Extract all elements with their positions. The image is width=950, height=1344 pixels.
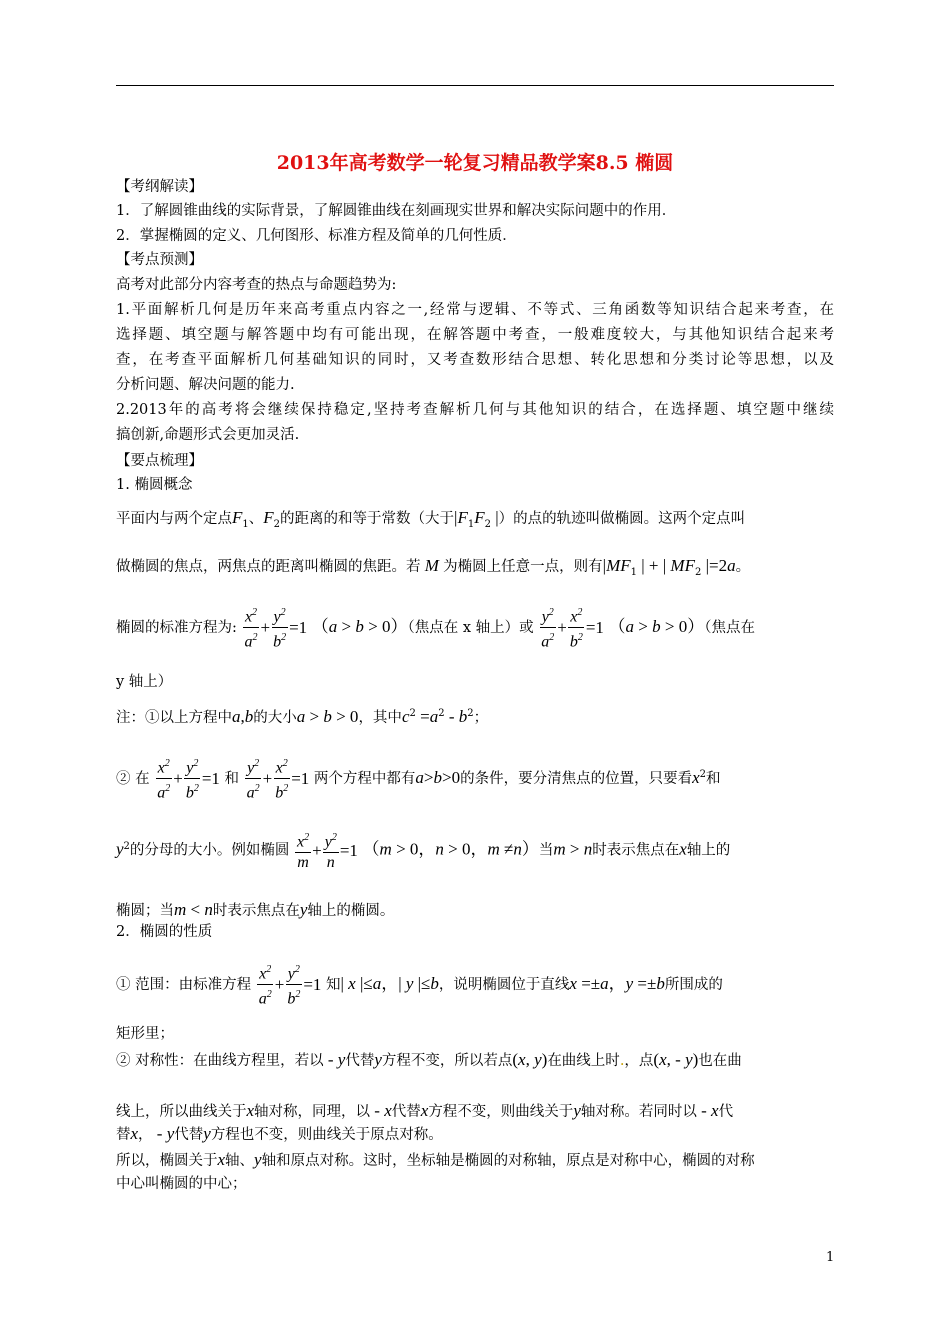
range-line-1: ① 范围：由标准方程 $\frac{x^2}{a^2}$ + $\frac{y^2}{b^2}$ =1 知| x |≤a，| y |≤b，说明椭圆位于直线x =±a，y =±b所围成的 (116, 960, 834, 1010)
center-line-1: 所以，椭圆关于x轴、y轴和原点对称。这时，坐标轴是椭圆的对称轴，原点是对称中心，椭圆的对称 (116, 1150, 755, 1169)
prediction-p2-line2: 搞创新,命题形式会更加灵活. (116, 427, 300, 443)
note-line-4: 椭圆；当m < n时表示焦点在y轴上的椭圆。 (116, 900, 395, 919)
prediction-p1-line2: 选择题、填空题与解答题中均有可能出现，在解答题中考查，一般难度较大，与其他知识结合起来考 (116, 327, 834, 343)
symmetry-line-3: 替x， - y代替y方程也不变，则曲线关于原点对称。 (116, 1124, 443, 1143)
header-rule (116, 85, 834, 86)
prediction-p1-line1: 1.平面解析几何是历年来高考重点内容之一,经常与逻辑、不等式、三角函数等知识结合起来考查，在 (116, 302, 834, 318)
section-heading-outline: 【考纲解读】 (116, 179, 203, 195)
note-line-1: 注：①以上方程中a,b的大小a > b > 0，其中$c^2 =a^2 - b^2$； (116, 706, 489, 726)
definition-line-2: 做椭圆的焦点，两焦点的距离叫椭圆的焦距。若 M 为椭圆上任意一点，则有$|MF_1$ | + | $MF_2$ |=2a。 (116, 556, 751, 578)
prediction-p1-line4: 分析问题、解决问题的能力. (116, 377, 295, 393)
standard-equation-line-2: y 轴上） (116, 674, 173, 690)
center-line-2: 中心叫椭圆的中心； (116, 1176, 247, 1192)
outline-item-2: 2．掌握椭圆的定义、几何图形、标准方程及简单的几何性质． (116, 228, 517, 244)
range-line-2: 矩形里； (116, 1026, 174, 1042)
prediction-p2-line1: 2.2013年的高考将会继续保持稳定,坚持考查解析几何与其他知识的结合，在选择题、填空题中继续 (116, 402, 834, 418)
standard-equation-line: 椭圆的标准方程为: $\frac{x^2}{a^2}$ + $\frac{y^2}{b^2}$ =1 （a > b > 0）（焦点在 x 轴上）或 $\frac{y^2}{a^2}$ + $\frac{x^2}{b^2}$ =1 （a > b > 0）（焦点在 (116, 603, 834, 653)
subheading-ellipse-properties: 2．椭圆的性质 (116, 924, 213, 940)
symmetry-line-1: ② 对称性：在曲线方程里，若以 - y代替y方程不变，所以若点(x, y)在曲线上时.，点(x, - y)也在曲 (116, 1050, 742, 1069)
subheading-ellipse-concept: 1. 椭圆概念 (116, 477, 193, 493)
section-heading-prediction: 【考点预测】 (116, 252, 203, 268)
note-line-2: ② 在 $\frac{x^2}{a^2}$ + $\frac{y^2}{b^2}$ =1 和 $\frac{y^2}{a^2}$ + $\frac{x^2}{b^2}$ =1 两个方程中都有a>b>0的条件，要分清焦点的位置，只要看$x^2$和 (116, 754, 834, 804)
page-number: 1 (826, 1250, 835, 1265)
outline-item-1: 1．了解圆锥曲线的实际背景，了解圆锥曲线在刻画现实世界和解决实际问题中的作用． (116, 203, 677, 219)
prediction-intro: 高考对此部分内容考查的热点与命题趋势为: (116, 277, 397, 293)
symmetry-line-2: 线上，所以曲线关于x轴对称，同理，以 - x代替x方程不变，则曲线关于y轴对称。若同时以 - x代 (116, 1101, 734, 1120)
page-title: 2013年高考数学一轮复习精品教学案8.5 椭圆 (276, 152, 674, 174)
definition-line-1: 平面内与两个定点$F_1$、$F_2$的距离的和等于常数（大于$|F_1F_2$ |）的点的轨迹叫做椭圆。这两个定点叫 (116, 508, 746, 530)
note-line-3: $y^2$的分母的大小。例如椭圆 $\frac{x^2}{m}$ + $\frac{y^2}{n}$ =1 （m > 0，n > 0，m ≠n）当m > n时表示焦点在x轴上的 (116, 828, 834, 873)
prediction-p1-line3: 查，在考查平面解析几何基础知识的同时，又考查数形结合思想、转化思想和分类讨论等思想，以及 (116, 352, 834, 368)
section-heading-keypoints: 【要点梳理】 (116, 453, 203, 469)
